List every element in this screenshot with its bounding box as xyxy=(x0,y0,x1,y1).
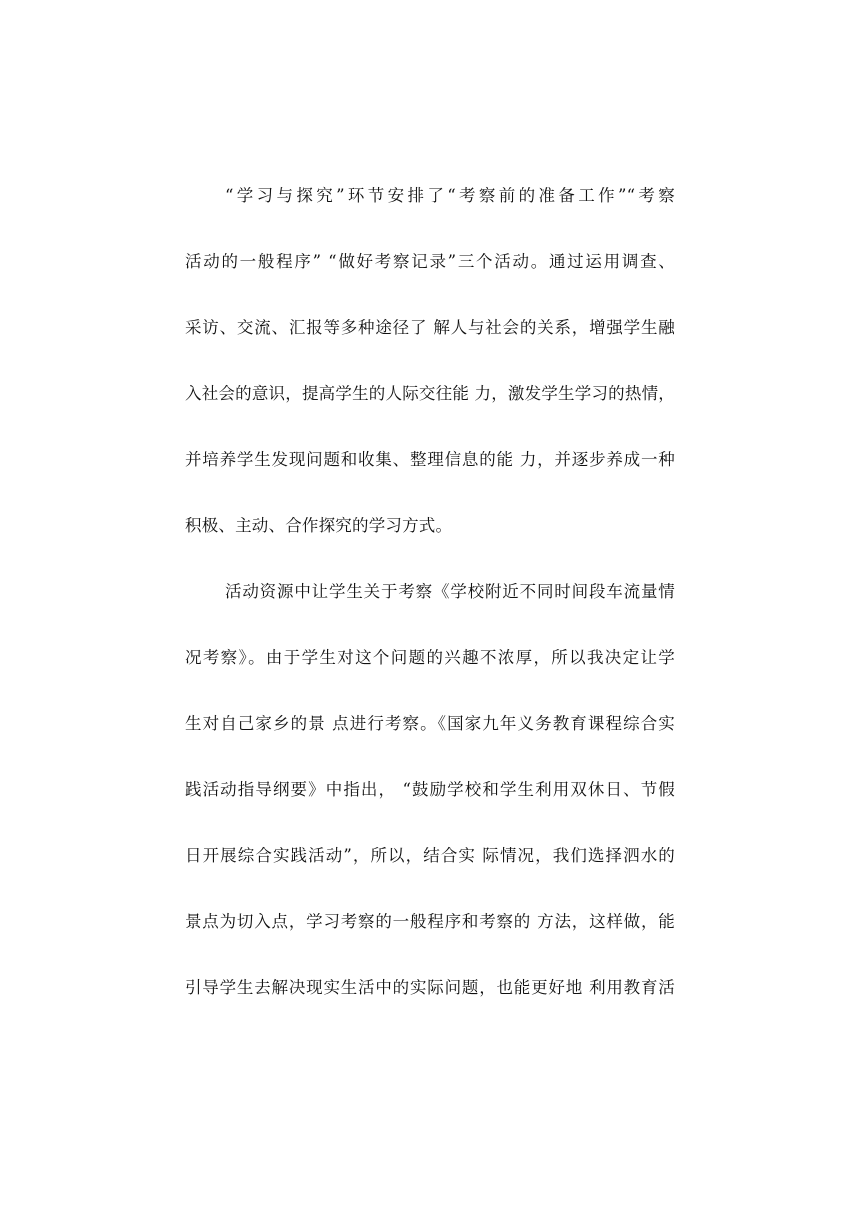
paragraph-2-line-1: 活动资源中让学生关于考察《学校附近不同时间段车流量情 xyxy=(225,582,675,601)
paragraph-1-line-3: 采访、交流、汇报等多种途径了 解人与社会的关系，增强学生融 xyxy=(185,318,675,337)
paragraph-2-line-5: 日开展综合实践活动”，所以，结合实 际情况，我们选择泗水的 xyxy=(185,846,675,865)
paragraph-2-line-2: 况考察》。由于学生对这个问题的兴趣不浓厚，所以我决定让学 xyxy=(185,648,675,667)
paragraph-1-line-6: 积极、主动、合作探究的学习方式。 xyxy=(185,516,453,535)
paragraph-1-line-5: 并培养学生发现问题和收集、整理信息的能 力，并逐步养成一种 xyxy=(185,450,675,469)
paragraph-1-line-1: “学习与探究”环节安排了“考察前的准备工作”“考察 xyxy=(225,186,675,205)
paragraph-1-line-2: 活动的一般程序” “做好考察记录”三个活动。通过运用调查、 xyxy=(185,252,675,271)
paragraph-2-line-7: 引导学生去解决现实生活中的实际问题，也能更好地 利用教育活 xyxy=(185,978,675,997)
paragraph-2-line-4: 践活动指导纲要》中指出， “鼓励学校和学生利用双休日、节假 xyxy=(185,780,675,799)
paragraph-2-line-6: 景点为切入点，学习考察的一般程序和考察的 方法，这样做，能 xyxy=(185,912,675,931)
paragraph-2-line-3: 生对自己家乡的景 点进行考察。《国家九年义务教育课程综合实 xyxy=(185,714,675,733)
paragraph-1-line-4: 入社会的意识，提高学生的人际交往能 力，激发学生学习的热情， xyxy=(185,384,675,403)
